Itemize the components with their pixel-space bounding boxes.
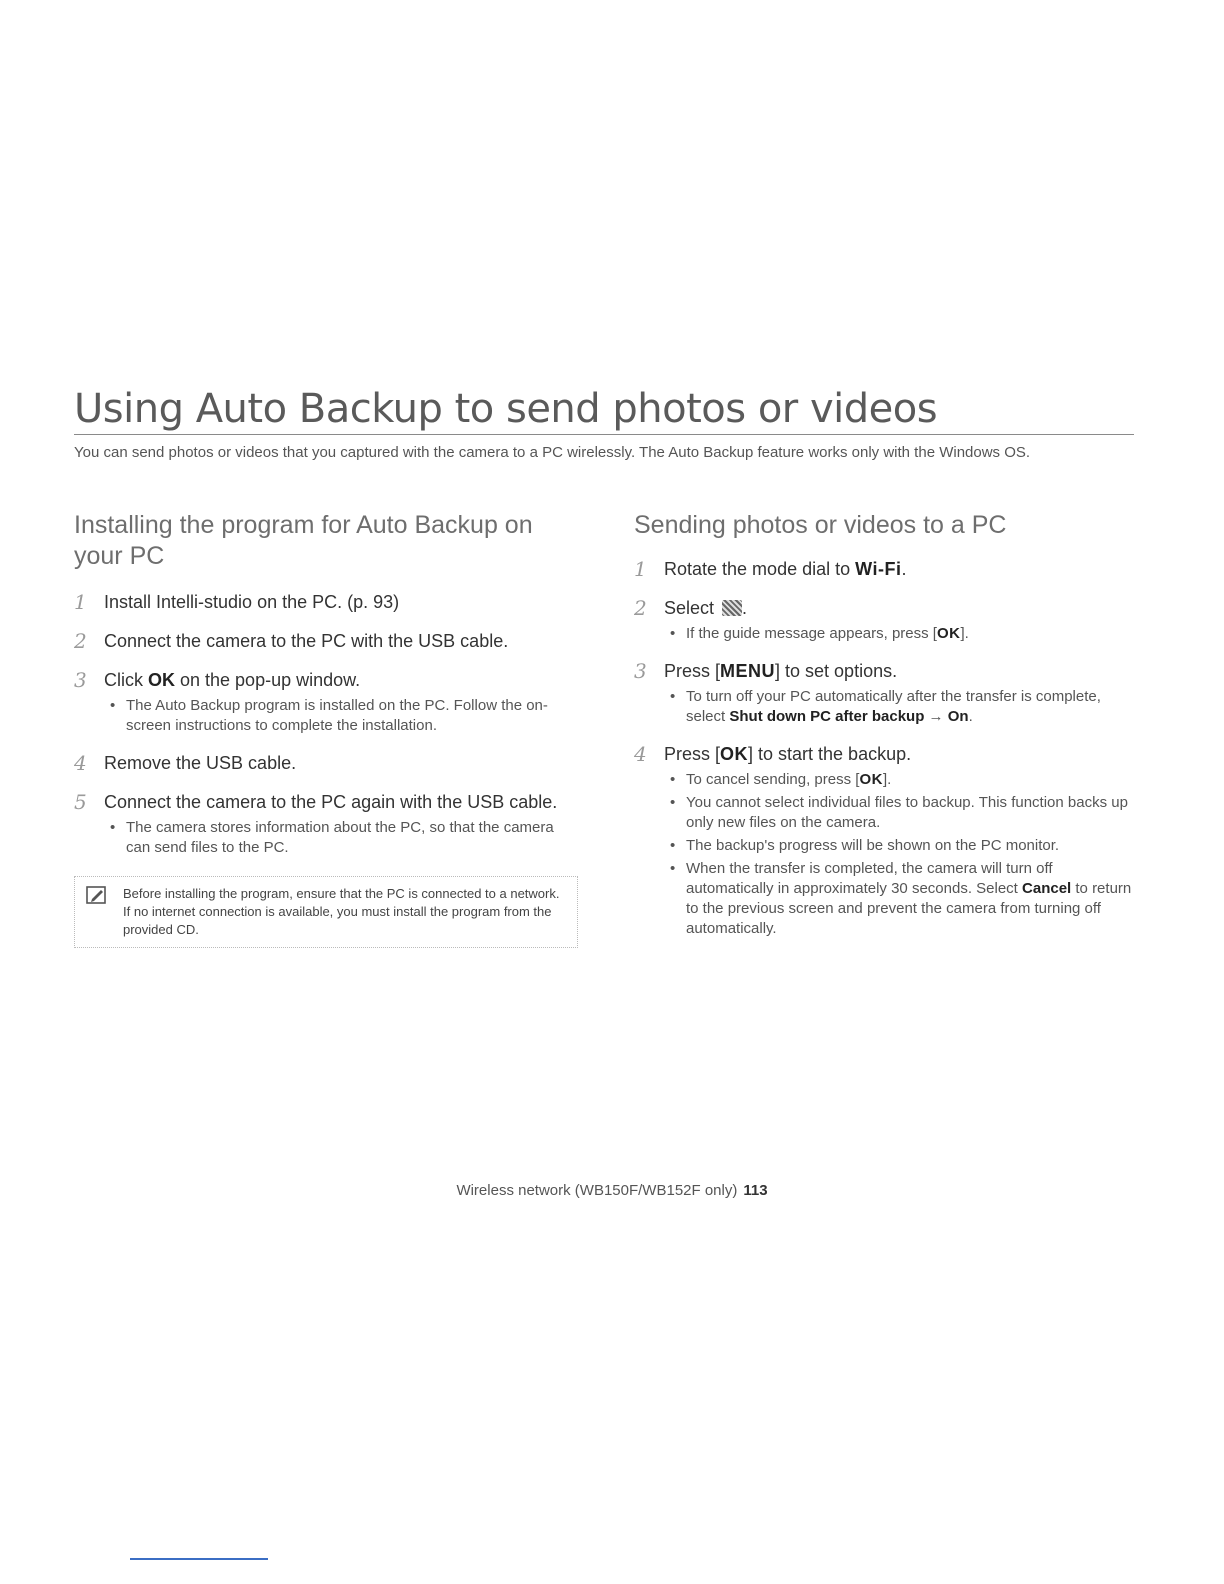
step-number: 1 (74, 590, 87, 614)
option-label: Shut down PC after backup (729, 708, 925, 725)
cancel-label: Cancel (1022, 880, 1072, 897)
bullet-post: . (968, 708, 973, 725)
menu-key-label: MENU (720, 661, 776, 681)
step-text: Connect the camera to the PC with the USB cable. (104, 631, 509, 651)
intro-text: You can send photos or videos that you captured with the camera to a PC wirelessly. The Auto Backup feature works only with the Windows OS. (74, 444, 1031, 461)
section-heading-install: Installing the program for Auto Backup on your PC (74, 511, 533, 570)
note-pencil-icon (85, 885, 109, 907)
bullet-post: ]. (882, 771, 892, 788)
step-text-post: . (742, 598, 748, 618)
list-item (74, 790, 574, 858)
step-text (664, 661, 897, 681)
bullet-pre: To cancel sending, press [ (686, 771, 860, 788)
bullet-pre: To turn off your PC automatically after the transfer is complete, select (686, 688, 1101, 725)
step-text-pre: Press [ (664, 744, 721, 764)
note-box (74, 876, 578, 948)
section-heading-send: Sending photos or videos to a PC (634, 511, 1007, 539)
bullet-item (686, 770, 1144, 790)
step-number: 2 (634, 596, 647, 620)
bullet-item (686, 687, 1144, 727)
list-item (74, 668, 574, 736)
list-item (74, 751, 574, 775)
step-text-pre: Select (664, 598, 720, 618)
bottom-link-rule (130, 1558, 268, 1560)
bullet-item: • You cannot select individual files to backup. This function backs up only new files on the camera. (686, 793, 1144, 833)
page-title: Using Auto Backup to send photos or videos (74, 386, 938, 432)
step-text-post: ] to set options. (775, 661, 898, 681)
step-text: Install Intelli-studio on the PC. (p. 93) (104, 592, 400, 612)
bullet-item (686, 624, 1144, 644)
page-footer (0, 1182, 1224, 1199)
step-text (664, 559, 906, 579)
note-line: Before installing the program, ensure that the PC is connected to a network. (123, 886, 560, 901)
auto-backup-mode-icon (722, 600, 742, 616)
step-number: 4 (634, 742, 647, 766)
list-item (634, 742, 1144, 939)
step-number: 5 (74, 790, 87, 814)
step-text-pre: Press [ (664, 661, 721, 681)
ok-key-label: OK (720, 744, 749, 764)
list-item (634, 596, 1144, 644)
bullet-pre: If the guide message appears, press [ (686, 625, 937, 642)
option-value: On (947, 708, 969, 725)
bullet-pre: When the transfer is completed, the camera will turn off automatically in approximately 30 seconds. Select (686, 860, 1053, 897)
bullet-post: to return to the previous screen and prevent the camera from turning off automatically. (686, 880, 1132, 937)
list-item (634, 557, 1144, 581)
arrow-icon: → (924, 708, 948, 725)
list-item (74, 629, 574, 653)
note-line: If no internet connection is available, you must install the program from the provided CD. (123, 904, 552, 937)
step-bullets (664, 687, 1144, 727)
page-number: 113 (743, 1182, 768, 1199)
bullet-item: • The backup's progress will be shown on the PC monitor. (686, 836, 1144, 856)
bullet-post: ]. (960, 625, 969, 642)
step-text: Remove the USB cable. (104, 753, 297, 773)
list-item (634, 659, 1144, 727)
step-text: Connect the camera to the PC again with the USB cable. (104, 792, 558, 812)
step-text-post: . (901, 559, 907, 579)
step-text-pre: Click (104, 670, 148, 690)
left-column (74, 510, 574, 948)
ok-key-label: OK (936, 625, 961, 642)
bullet-item: • The Auto Backup program is installed on the PC. Follow the on-screen instructions to complete the installation. (126, 696, 574, 736)
step-text (104, 670, 360, 690)
step-number: 3 (74, 668, 87, 692)
footer-section-label: Wireless network (WB150F/WB152F only) (456, 1182, 738, 1199)
step-number: 1 (634, 557, 647, 581)
step-bullets (664, 770, 1144, 939)
step-text-pre: Rotate the mode dial to (664, 559, 856, 579)
list-item (74, 590, 574, 614)
step-number: 3 (634, 659, 647, 683)
bullet-item: • The camera stores information about the PC, so that the camera can send files to the PC. (126, 818, 574, 858)
step-bullets (104, 696, 574, 736)
step-text-post: ] to start the backup. (748, 744, 912, 764)
step-number: 4 (74, 751, 87, 775)
wifi-label: Wi-Fi (855, 559, 902, 579)
ok-label: OK (148, 670, 175, 690)
step-number: 2 (74, 629, 87, 653)
install-steps (74, 590, 574, 858)
step-bullets (104, 818, 574, 858)
title-divider (74, 434, 1134, 435)
bullet-item (686, 859, 1144, 939)
step-bullets (664, 624, 1144, 644)
ok-key-label: OK (859, 771, 883, 788)
send-steps (634, 557, 1144, 939)
right-column (634, 510, 1144, 954)
step-text-post: on the pop-up window. (175, 670, 361, 690)
step-text (664, 598, 747, 618)
step-text (664, 744, 911, 764)
